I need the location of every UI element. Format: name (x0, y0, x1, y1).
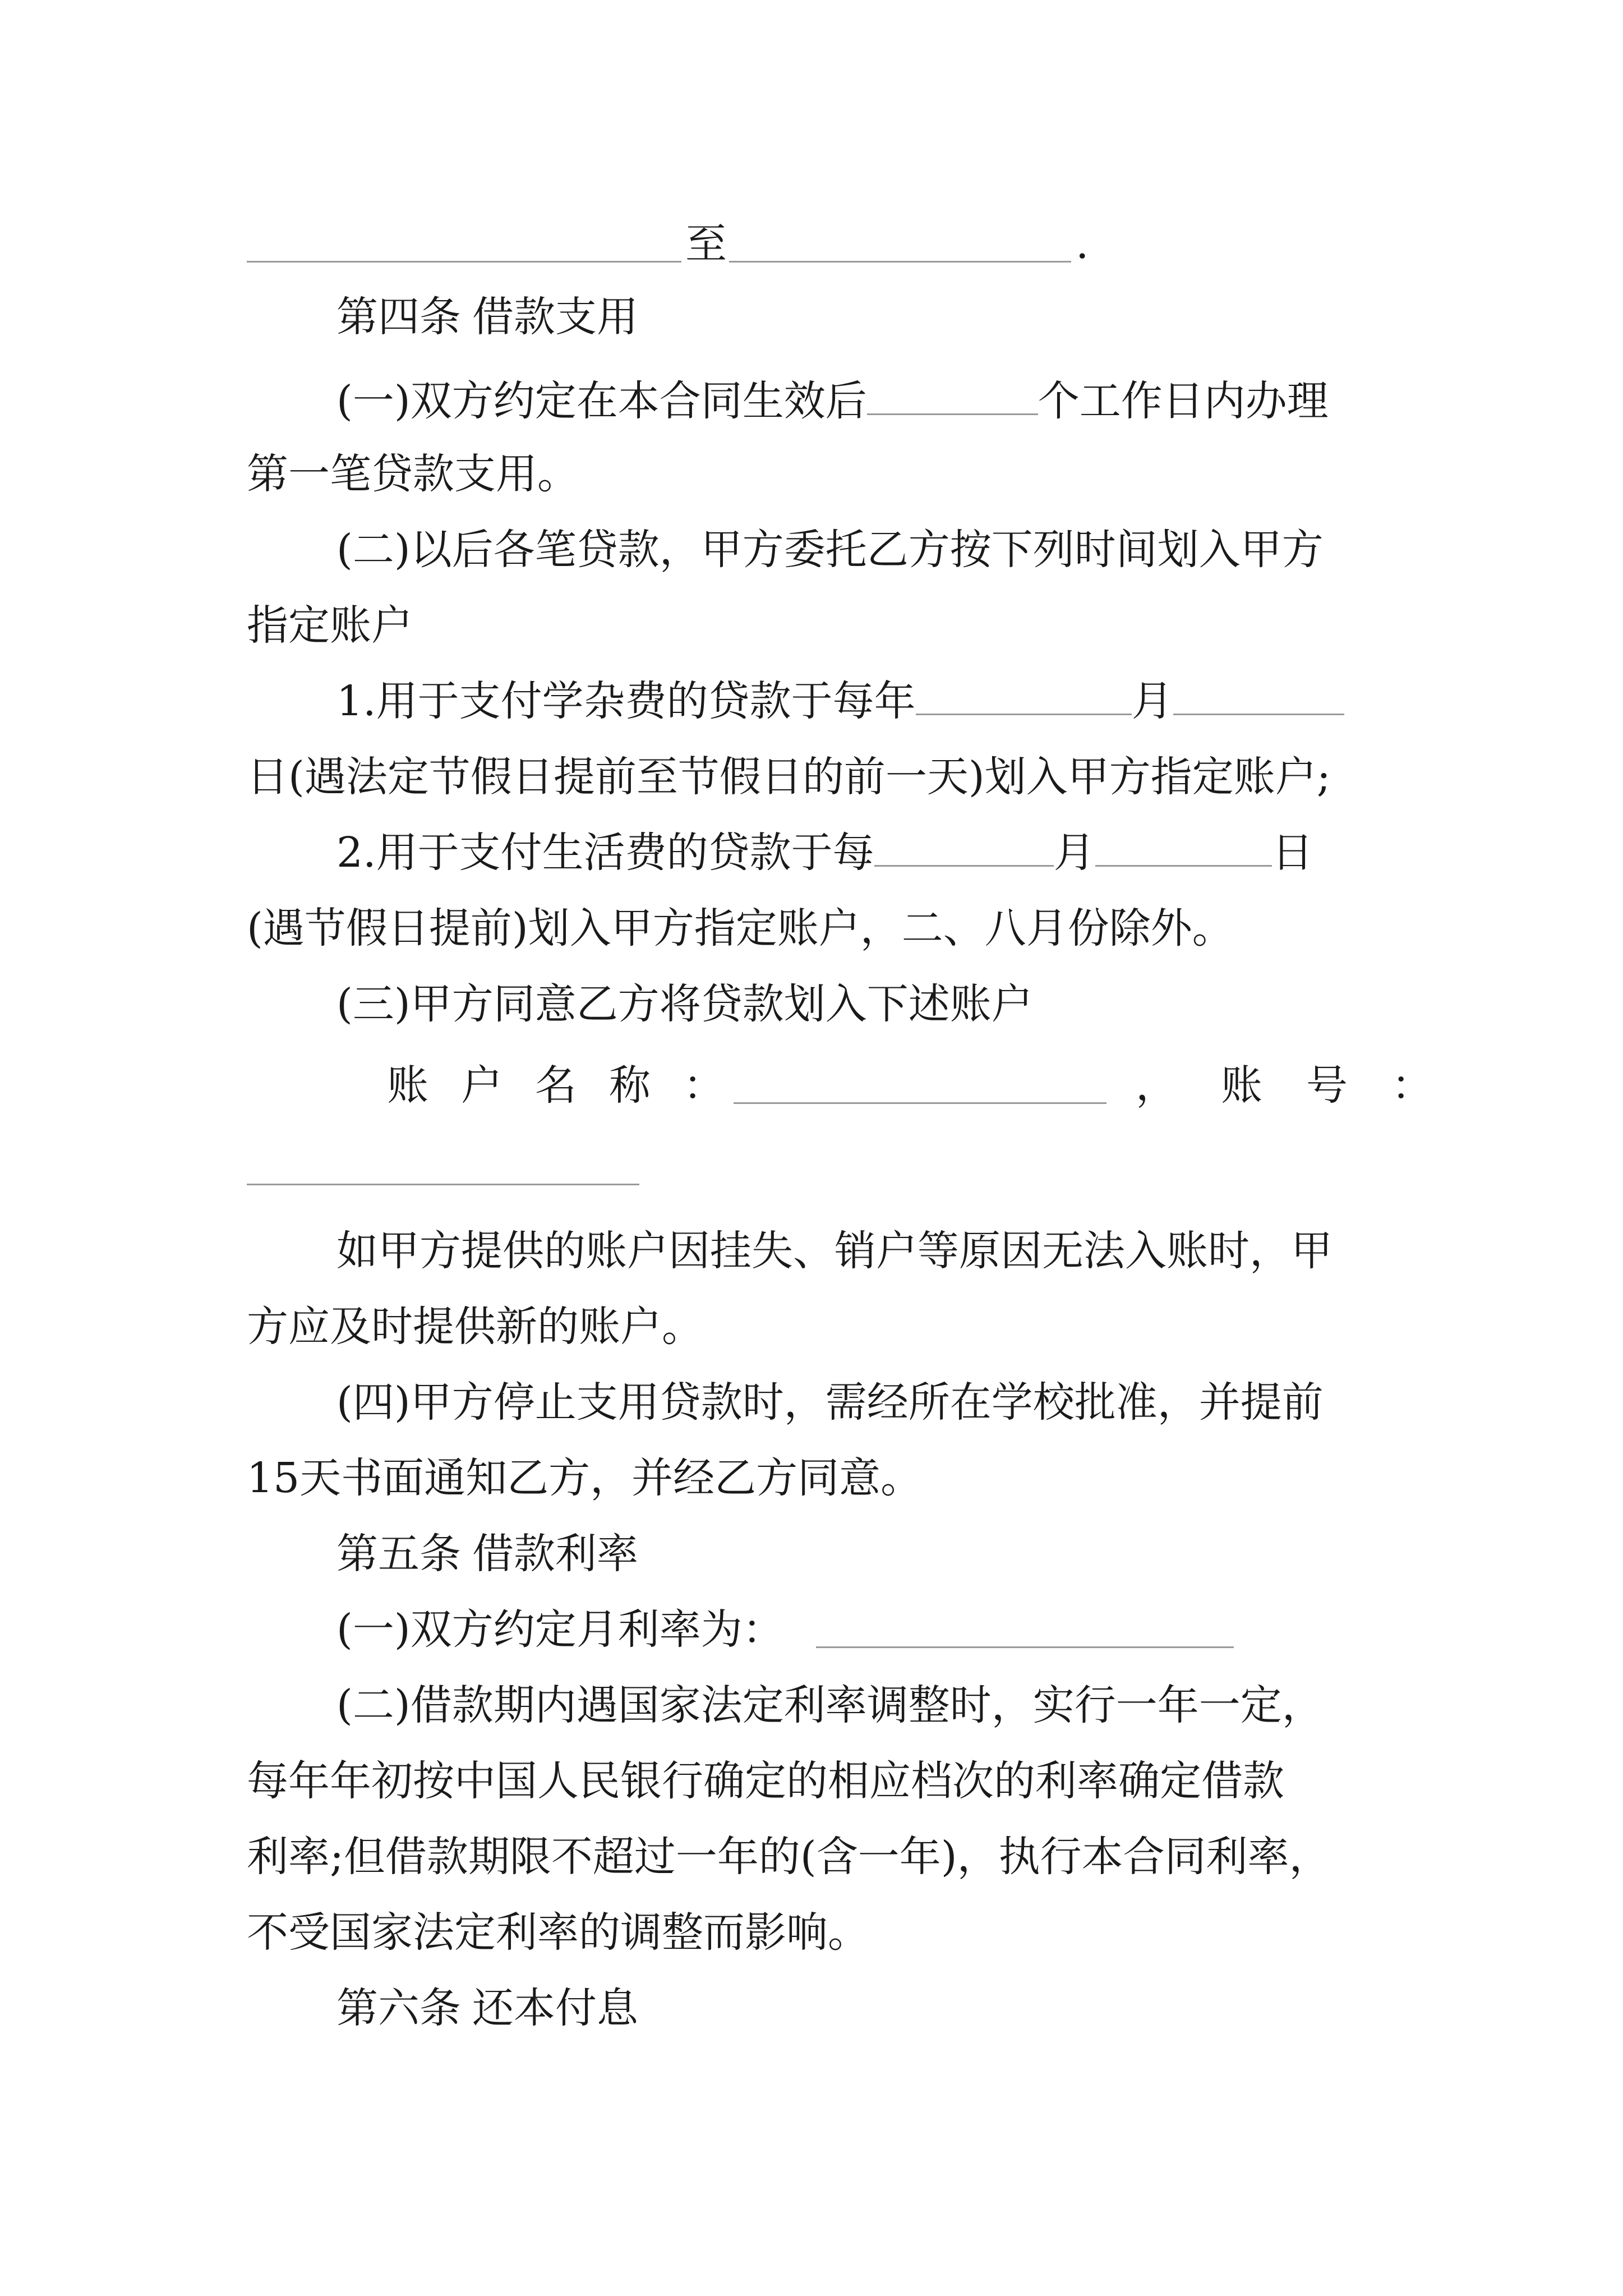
article-4-account-note-line-2: 方应及时提供新的账户。 (247, 1303, 703, 1351)
blank-period-start (247, 261, 681, 263)
article-5-clause-1: (一)双方约定月利率为： (336, 1605, 784, 1654)
blank-tuition-day (1173, 674, 1344, 715)
period-to-text: 至 (685, 220, 727, 268)
blank-account-name (734, 1102, 1106, 1104)
article-4-clause-1-line-1: (一)双方约定在本合同生效后 个工作日内办理 (336, 373, 1329, 429)
article-4-item-2-line-1: 2.用于支付生活费的贷款于每 月 日 (336, 825, 1313, 881)
article-4-clause-1-line-2: 第一笔贷款支用。 (247, 450, 579, 498)
account-name-label: 账户名称： (387, 1061, 757, 1110)
article-4-account-note-line-1: 如甲方提供的账户因挂失、销户等原因无法入账时，甲 (336, 1227, 1332, 1275)
period-end-mark: . (1076, 220, 1089, 268)
blank-living-month (874, 826, 1054, 867)
article-5-clause-2-line-4: 不受国家法定利率的调整而影响。 (247, 1908, 869, 1957)
blank-period-end (729, 261, 1071, 263)
article-4-clause-2-line-2: 指定账户 (247, 601, 413, 650)
article-5-clause-2-line-2: 每年年初按中国人民银行确定的相应档次的利率确定借款 (247, 1757, 1284, 1805)
article-4-clause-2-line-1: (二)以后各笔贷款，甲方委托乙方按下列时间划入甲方 (336, 526, 1324, 574)
article-4-item-2-line-2: (遇节假日提前)划入甲方指定账户，二、八月份除外。 (247, 904, 1234, 953)
blank-working-days (867, 374, 1038, 415)
article-4-heading: 第四条 借款支用 (336, 293, 638, 341)
article-4-clause-3: (三)甲方同意乙方将贷款划入下述账户 (336, 980, 1033, 1028)
article-5-clause-2-line-1: (二)借款期内遇国家法定利率调整时，实行一年一定， (336, 1681, 1324, 1729)
article-5-heading: 第五条 借款利率 (336, 1530, 638, 1578)
article-4-item-1-line-1: 1.用于支付学杂费的贷款于每年 月 (336, 673, 1344, 729)
article-5-clause-2-line-3: 利率;但借款期限不超过一年的(含一年)，执行本合同利率， (247, 1833, 1331, 1881)
blank-living-day (1095, 826, 1272, 867)
article-4-clause-4-line-1: (四)甲方停止支用贷款时，需经所在学校批准，并提前 (336, 1378, 1324, 1427)
blank-monthly-rate (816, 1646, 1234, 1648)
period-to-line (685, 216, 727, 272)
blank-account-number (247, 1184, 639, 1185)
account-number-label: ，账号： (1136, 1061, 1477, 1110)
blank-tuition-month (916, 674, 1132, 715)
article-6-heading: 第六条 还本付息 (336, 1984, 638, 2032)
article-4-clause-4-line-2: 15天书面通知乙方，并经乙方同意。 (247, 1454, 923, 1502)
article-4-item-1-line-2: 日(遇法定节假日提前至节假日的前一天)划入甲方指定账户; (247, 753, 1331, 801)
